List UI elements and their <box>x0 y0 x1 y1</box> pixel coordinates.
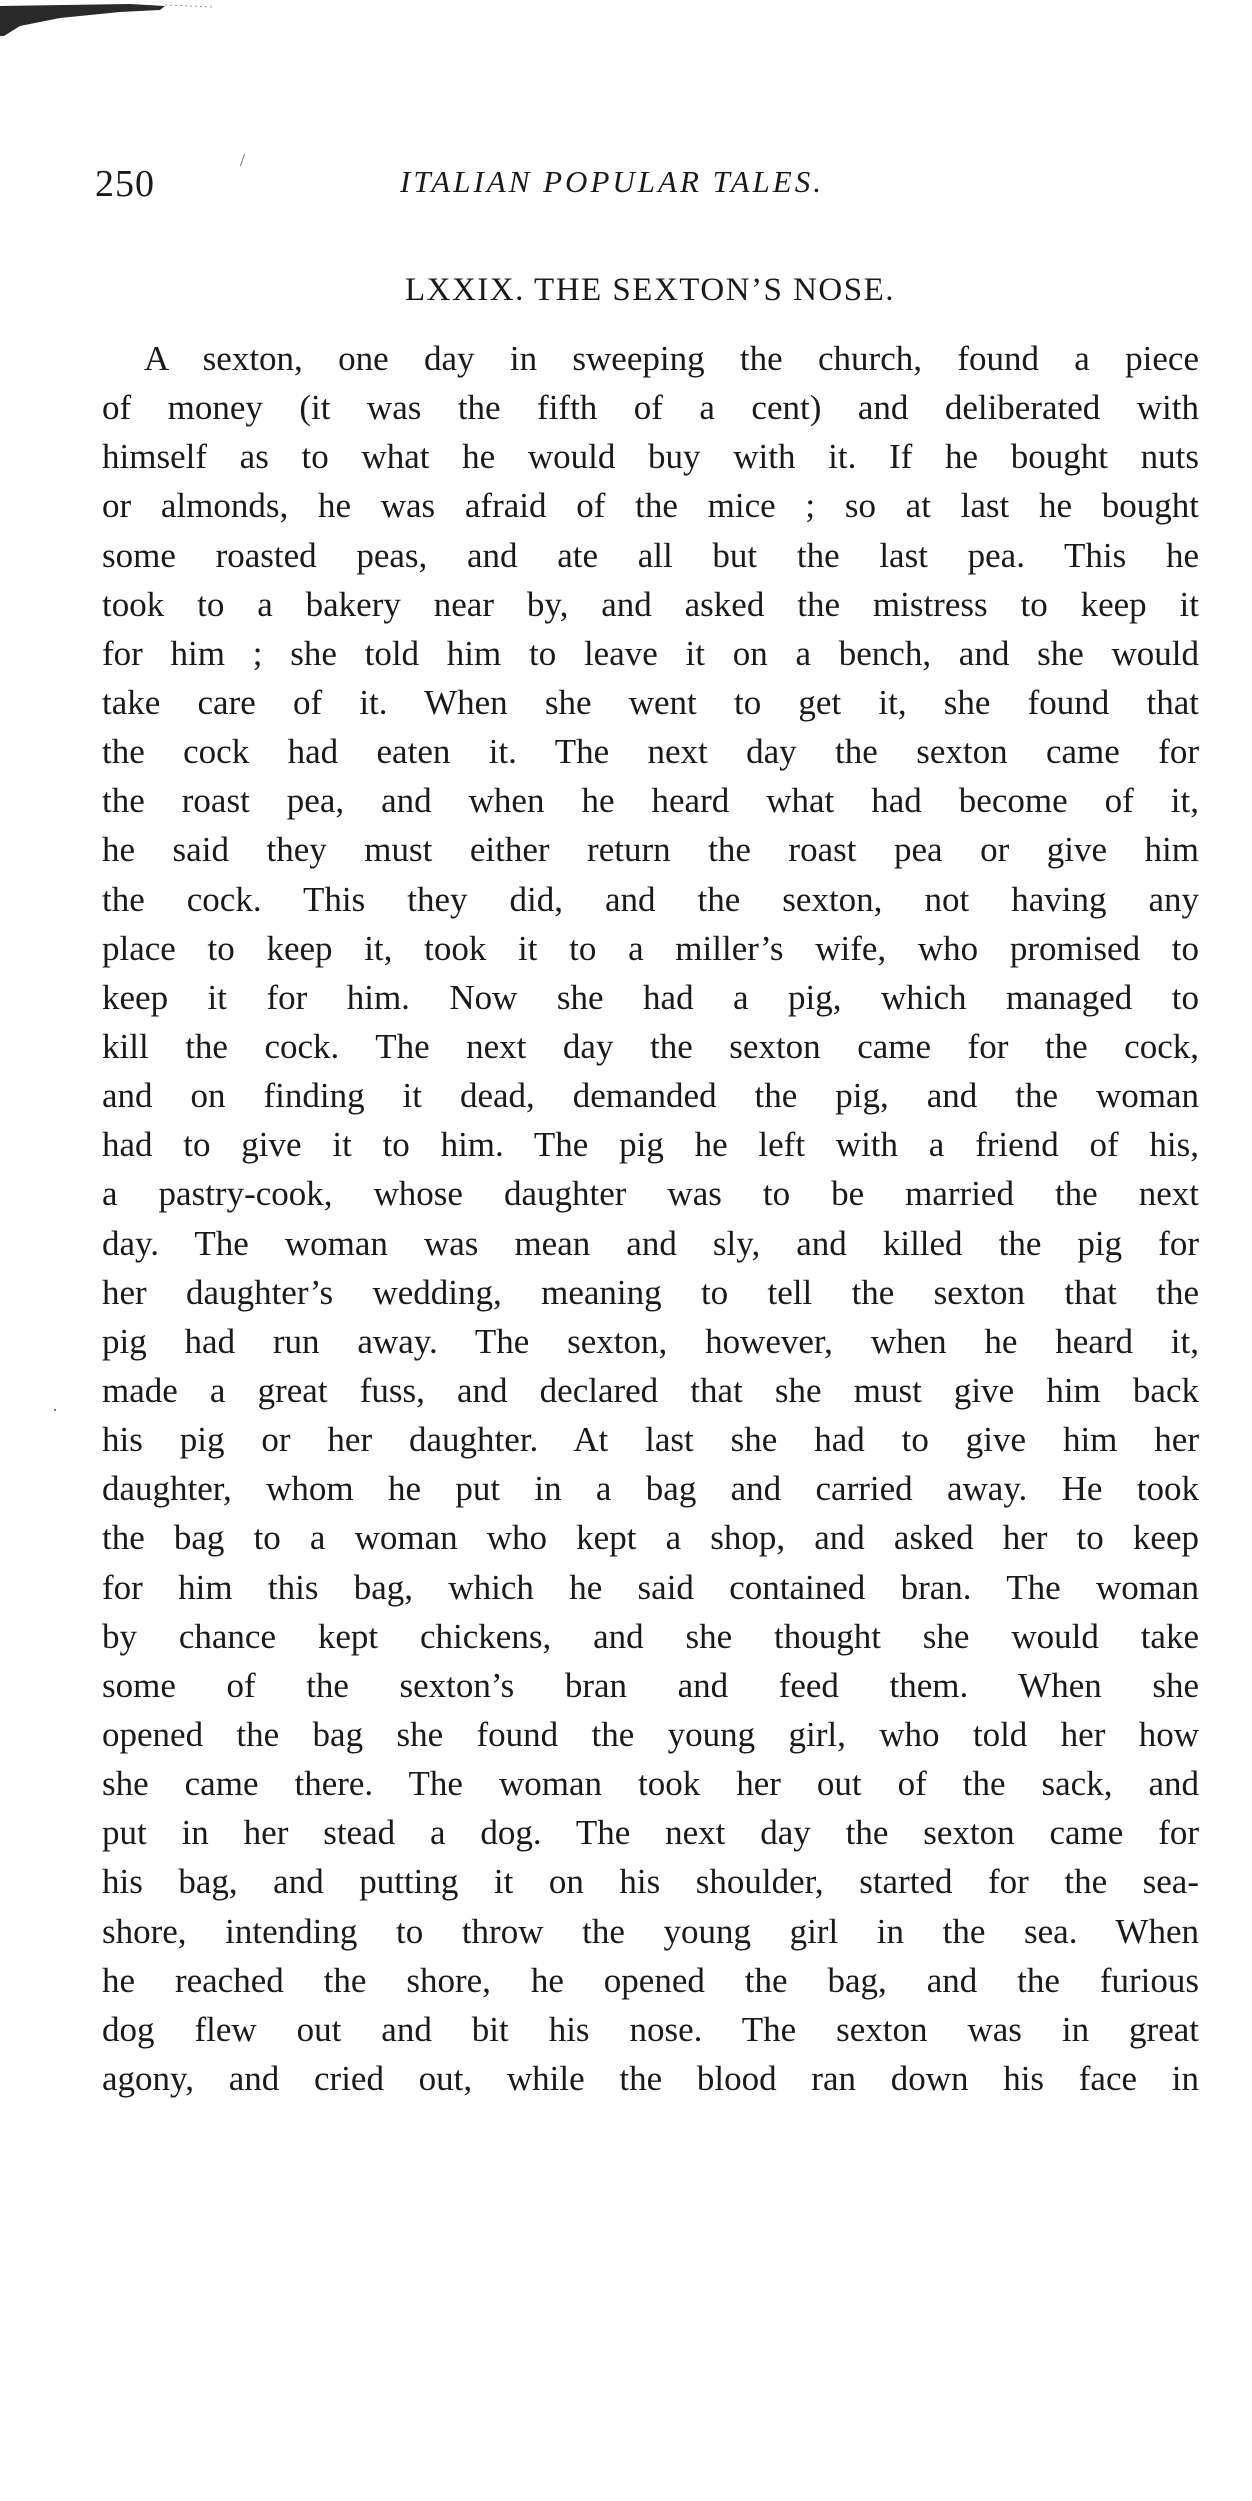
text-line: day. The woman was mean and sly, and killed the pig for <box>102 1223 1199 1263</box>
text-line: daughter, whom he put in a bag and carried away. He took <box>102 1469 1199 1509</box>
text-line: for him this bag, which he said contained bran. The woman <box>102 1567 1199 1607</box>
text-line: some of the sexton’s bran and feed them. When she <box>102 1665 1199 1705</box>
text-line: he reached the shore, he opened the bag, and the furious <box>102 1960 1199 2000</box>
text-line: made a great fuss, and declared that she must give him back <box>102 1370 1199 1410</box>
chapter-title: LXXIX. THE SEXTON’S NOSE. <box>404 272 896 308</box>
text-line: opened the bag she found the young girl, who told her how <box>102 1714 1199 1754</box>
page-number: 250 <box>95 163 155 205</box>
text-line: and on finding it dead, demanded the pig, and the woman <box>102 1076 1199 1116</box>
text-line: place to keep it, took it to a miller’s wife, who promised to <box>102 928 1199 968</box>
text-line: the cock had eaten it. The next day the sexton came for <box>102 732 1199 772</box>
running-head <box>95 162 1205 212</box>
text-line: A sexton, one day in sweeping the church, found a piece <box>144 339 1199 378</box>
text-line: he said they must either return the roast pea or give him <box>102 830 1199 870</box>
text-line: kill the cock. The next day the sexton came for the cock, <box>102 1026 1199 1066</box>
text-line: took to a bakery near by, and asked the mistress to keep it <box>102 584 1199 624</box>
text-line: her daughter’s wedding, meaning to tell the sexton that the <box>102 1272 1199 1312</box>
scan-edge-mark <box>0 0 230 40</box>
text-line: agony, and cried out, while the blood ran down his face in <box>102 2058 1199 2098</box>
text-line: shore, intending to throw the young girl in the sea. When <box>102 1911 1199 1951</box>
text-line: the cock. This they did, and the sexton, not having any <box>102 879 1199 919</box>
text-line: put in her stead a dog. The next day the sexton came for <box>102 1813 1199 1853</box>
stray-ink-mark: / <box>240 150 246 170</box>
text-line: for him ; she told him to leave it on a bench, and she would <box>102 633 1199 673</box>
text-line: she came there. The woman took her out of the sack, and <box>102 1764 1199 1804</box>
text-line: some roasted peas, and ate all but the last pea. This he <box>102 535 1199 575</box>
text-line: keep it for him. Now she had a pig, which managed to <box>102 977 1199 1017</box>
text-line: the roast pea, and when he heard what had become of it, <box>102 781 1199 821</box>
text-line: his bag, and putting it on his shoulder, started for the sea- <box>102 1862 1199 1902</box>
text-line: the bag to a woman who kept a shop, and asked her to keep <box>102 1518 1199 1558</box>
text-line: of money (it was the fifth of a cent) and deliberated with <box>102 388 1199 428</box>
text-line: a pastry-cook, whose daughter was to be married the next <box>102 1174 1199 1214</box>
book-title: ITALIAN POPULAR TALES. <box>400 164 824 199</box>
text-line: his pig or her daughter. At last she had to give him her <box>102 1420 1199 1460</box>
text-line: dog flew out and bit his nose. The sexton was in great <box>102 2009 1199 2049</box>
stray-ink-mark: · <box>52 1400 58 1420</box>
text-line: or almonds, he was afraid of the mice ; so at last he bought <box>102 486 1199 526</box>
text-line: himself as to what he would buy with it. If he bought nuts <box>102 437 1199 477</box>
text-line: take care of it. When she went to get it, she found that <box>102 682 1199 722</box>
text-line: by chance kept chickens, and she thought she would take <box>102 1616 1199 1656</box>
body-text <box>102 334 1199 2103</box>
text-line: pig had run away. The sexton, however, when he heard it, <box>102 1321 1199 1361</box>
text-line: had to give it to him. The pig he left with a friend of his, <box>102 1125 1199 1165</box>
